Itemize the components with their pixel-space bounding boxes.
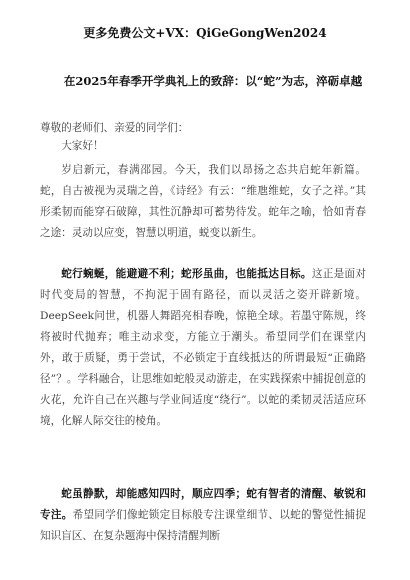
paragraph-text: 岁启新元，春满邵园。今天，我们以昂扬之态共启蛇年新篇。蛇，自古被视为灵瑞之兽，《诗经》有云：“维虺维蛇，女子之祥。”其形柔韧而能穿石破障，其性沉静却可蓄势待发。蛇年之喻，恰如青春之途：灵动以应变，智慧以明道，蜕变以新生。 [40, 164, 366, 239]
salutation: 尊敬的老师们、亲爱的同学们： [40, 122, 189, 134]
paragraph-text: 这正是面对时代变局的智慧，不拘泥于固有路径，而以灵活之姿开辟新境。DeepSeek问世，机器人舞蹈亮相春晚，惊艳全球。若墨守陈规，终将被时代抛弃；唯主动求变，方能立于潮头。希望同学们在课堂内外，敢于质疑，勇于尝试，不必锁定于直线抵达的所谓最短“正确路径”？。学科融合，让思维如蛇般灵动游走，在实践探索中捕捉创意的火花，允许自己在兴趣与学业间适度“绕行”。以蛇的柔韧灵活适应环境，化解人际交往的棱角。 [40, 268, 367, 427]
paragraph-1 [40, 160, 366, 244]
greeting-text: 大家好！ [61, 140, 104, 152]
paragraph-lead: 蛇行蜿蜒，能避避不利；蛇形虽曲，也能抵达目标。 [61, 268, 312, 280]
paragraph-lead: 蛇虽静默，却能感知四时，顺应四季；蛇有智者的清醒、敏锐和专注。 [40, 488, 366, 521]
paragraph-text: 希望同学们像蛇锁定目标般专注课堂细节、以蛇的警觉性捕捉知识盲区、在复杂题海中保持清醒判断 [40, 509, 367, 542]
greeting [40, 136, 366, 157]
speech-title: 在2025年春季开学典礼上的致辞：以“蛇”为志，淬砺卓越 [63, 74, 363, 88]
paragraph-2 [40, 264, 366, 432]
paragraph-3 [40, 484, 366, 547]
promo-header: 更多免费公文+VX：QiGeGongWen2024 [83, 26, 327, 40]
